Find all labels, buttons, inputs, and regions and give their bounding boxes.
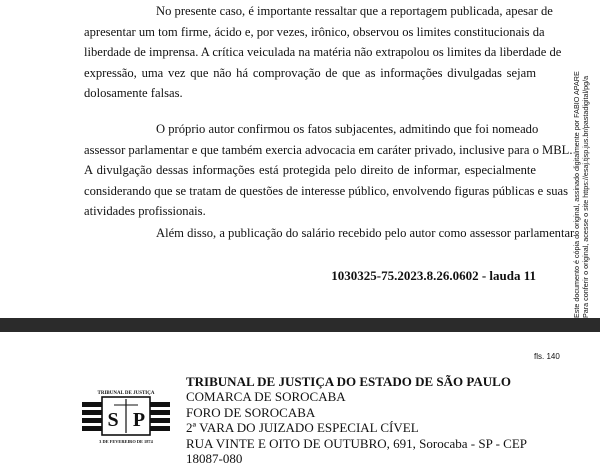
court-header (186, 374, 527, 466)
paragraph-press-freedom (84, 1, 562, 104)
page-divider (0, 318, 600, 332)
digital-signature-sidebar (572, 0, 600, 318)
paragraph-line: O próprio autor confirmou os fatos subjacentes, admitindo que foi nomeado (156, 122, 539, 136)
paragraph-line: liberdade de imprensa. A crítica veiculada na matéria não extrapolou os limites da liberdade de (84, 45, 562, 60)
paragraph-author-confirmation (84, 119, 573, 222)
seal-bottom-text: 3 DE FEVEREIRO DE 1874 (99, 439, 153, 444)
foro-line: FORO DE SOROCABA (186, 404, 316, 420)
paragraph-line: apresentar um tom firme, ácido e, por vezes, irônico, observou os limites constitucionais da (84, 24, 545, 39)
verification-url-line: Para conferir o original, acesse o site https://esaj.tjsp.jus.br/pastadigital/pg/a (581, 75, 590, 318)
cep-line: 18087-080 (186, 451, 243, 466)
paragraph-line: Além disso, a publicação do salário recebido pelo autor como assessor parlamentar (156, 226, 575, 240)
paragraph-salary-publication (84, 223, 575, 244)
paragraph-line: expressão, uma vez que não há comprovação de que as informações divulgadas sejam (84, 65, 536, 80)
comarca-line: COMARCA DE SOROCABA (186, 389, 346, 405)
paragraph-line: dolosamente falsas. (84, 86, 183, 101)
seal-top-text: TRIBUNAL DE JUSTIÇA (97, 391, 155, 396)
page-folio-number: fls. 140 (534, 352, 560, 361)
paragraph-line: atividades profissionais. (84, 204, 206, 219)
signature-notice-line: Este documento é cópia do original, assinado digitalmente por FABIO APARE (572, 71, 581, 318)
court-title: TRIBUNAL DE JUSTIÇA DO ESTADO DE SÃO PAULO (186, 374, 511, 389)
paragraph-line: A divulgação dessas informações está protegida pelo direito de informar, especialmente (84, 163, 536, 178)
seal-letter-p: P (132, 409, 146, 431)
paragraph-line: assessor parlamentar e que também exercia advocacia em caráter privado, inclusive para o MBL. (84, 142, 573, 157)
document-page-bottom (0, 332, 600, 466)
process-number-footer: 1030325-75.2023.8.26.0602 - lauda 11 (331, 268, 536, 283)
court-seal-logo (80, 388, 172, 446)
address-line: RUA VINTE E OITO DE OUTUBRO, 691, Sorocaba - SP - CEP (186, 435, 527, 451)
paragraph-line: considerando que se tratam de questões de interesse público, envolvendo figuras públicas e suas (84, 183, 569, 198)
paragraph-line: No presente caso, é importante ressaltar que a reportagem publicada, apesar de (156, 4, 553, 18)
vara-line: 2ª VARA DO JUIZADO ESPECIAL CÍVEL (186, 420, 419, 436)
seal-letter-s: S (107, 409, 119, 431)
